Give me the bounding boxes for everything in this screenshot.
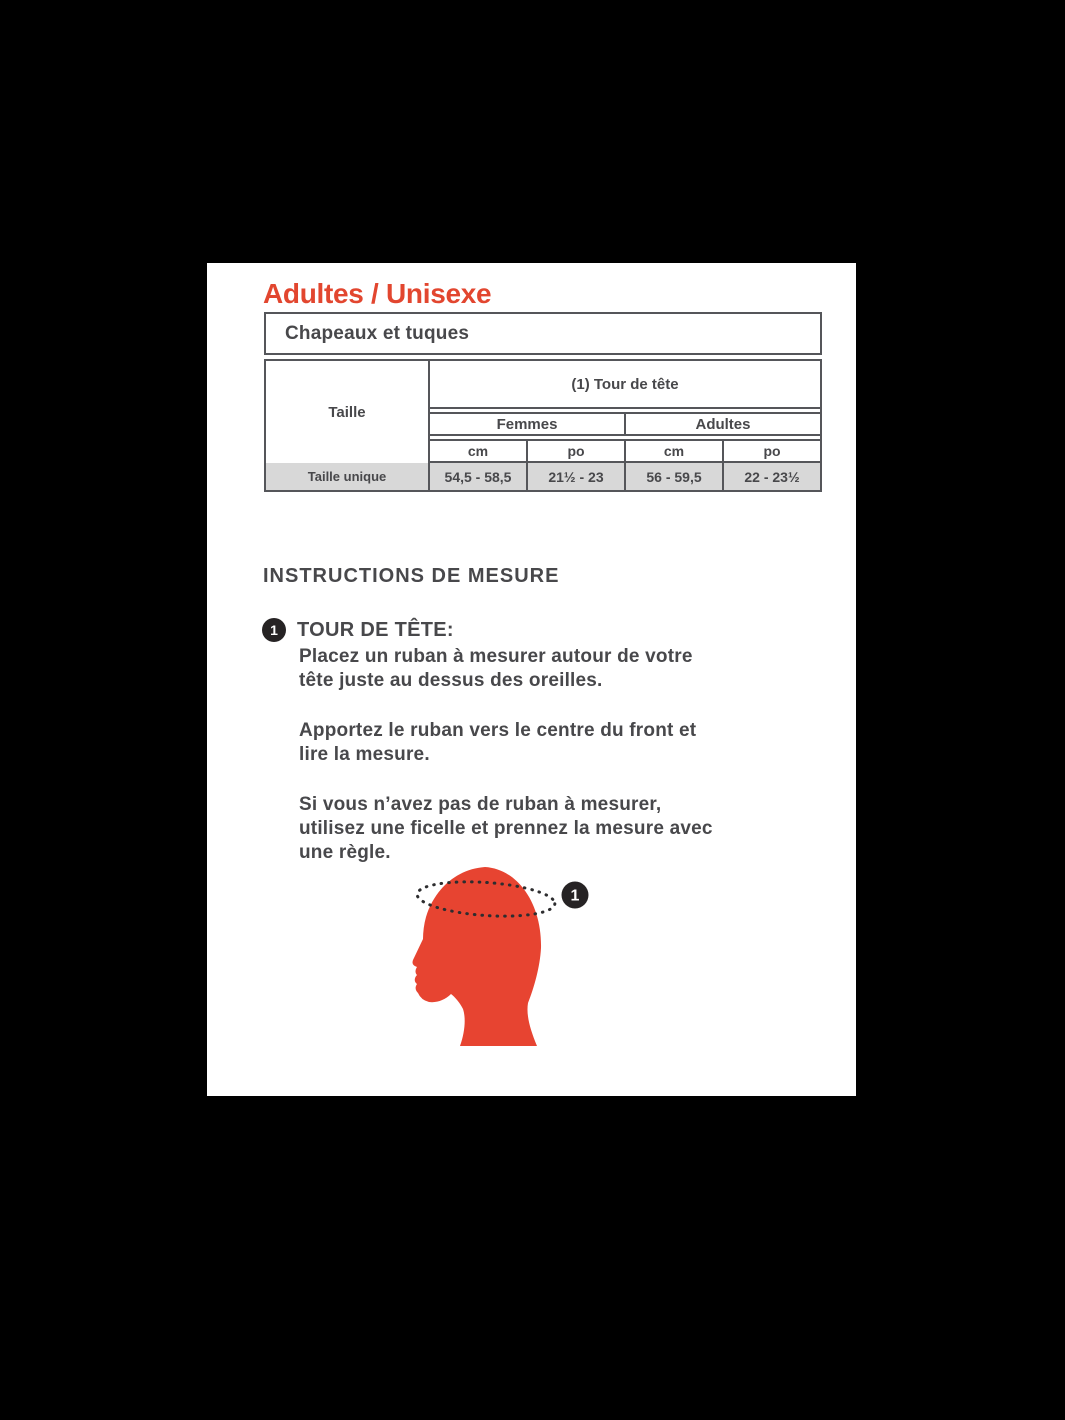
paragraph-line: une règle. xyxy=(299,842,391,863)
value-adultes-cm: 56 - 59,5 xyxy=(624,463,722,490)
size-guide-page xyxy=(207,263,856,1096)
column-header-tour-de-tete xyxy=(430,361,820,409)
group-header-row xyxy=(430,412,820,436)
taille-header-label: Taille xyxy=(328,403,366,421)
instructions-heading: INSTRUCTIONS DE MESURE xyxy=(263,565,560,587)
instruction-paragraph xyxy=(299,645,759,693)
size-column xyxy=(266,361,430,490)
measurement-step xyxy=(262,618,454,642)
unit-header-adultes-po: po xyxy=(722,441,820,461)
head-measurement-figure xyxy=(410,864,620,1054)
value-femmes-po: 21½ - 23 xyxy=(526,463,624,490)
head-measurement-illustration xyxy=(410,864,620,1054)
instruction-paragraph xyxy=(299,719,759,767)
size-chart-category-label: Chapeaux et tuques xyxy=(285,322,470,344)
column-header-taille xyxy=(266,361,428,463)
instruction-paragraphs xyxy=(299,645,759,891)
step-number-badge: 1 xyxy=(262,618,286,642)
paragraph-line: tête juste au dessus des oreilles. xyxy=(299,670,603,691)
measure-columns xyxy=(430,361,820,490)
size-chart-category-cell xyxy=(264,312,822,355)
table-row xyxy=(430,463,820,490)
value-adultes-po: 22 - 23½ xyxy=(722,463,820,490)
figure-marker-number: 1 xyxy=(570,887,580,905)
page-title: Adultes / Unisexe xyxy=(263,278,492,309)
value-femmes-cm: 54,5 - 58,5 xyxy=(444,468,512,485)
size-chart-table xyxy=(264,312,822,492)
instruction-paragraph xyxy=(299,793,759,865)
row-label-taille-unique: Taille unique xyxy=(307,469,387,484)
step-title: TOUR DE TÊTE: xyxy=(297,618,454,641)
unit-header-femmes-cm: cm xyxy=(467,443,489,459)
unit-header-adultes-cm: cm xyxy=(624,441,722,461)
row-label-cell xyxy=(266,463,428,490)
paragraph-line: Si vous n’avez pas de ruban à mesurer, xyxy=(299,794,662,815)
size-chart-grid xyxy=(264,359,822,492)
column-header-adultes: Adultes xyxy=(624,414,820,434)
tour-de-tete-header-label: (1) Tour de tête xyxy=(571,375,679,393)
paragraph-line: Apportez le ruban vers le centre du front et xyxy=(299,720,697,741)
unit-header-femmes-po: po xyxy=(526,441,624,461)
paragraph-line: lire la mesure. xyxy=(299,744,430,765)
column-header-femmes: Femmes xyxy=(496,415,558,433)
unit-header-row xyxy=(430,439,820,463)
paragraph-line: Placez un ruban à mesurer autour de votre xyxy=(299,646,693,667)
head-silhouette xyxy=(413,867,542,1046)
paragraph-line: utilisez une ficelle et prennez la mesure avec xyxy=(299,818,713,839)
